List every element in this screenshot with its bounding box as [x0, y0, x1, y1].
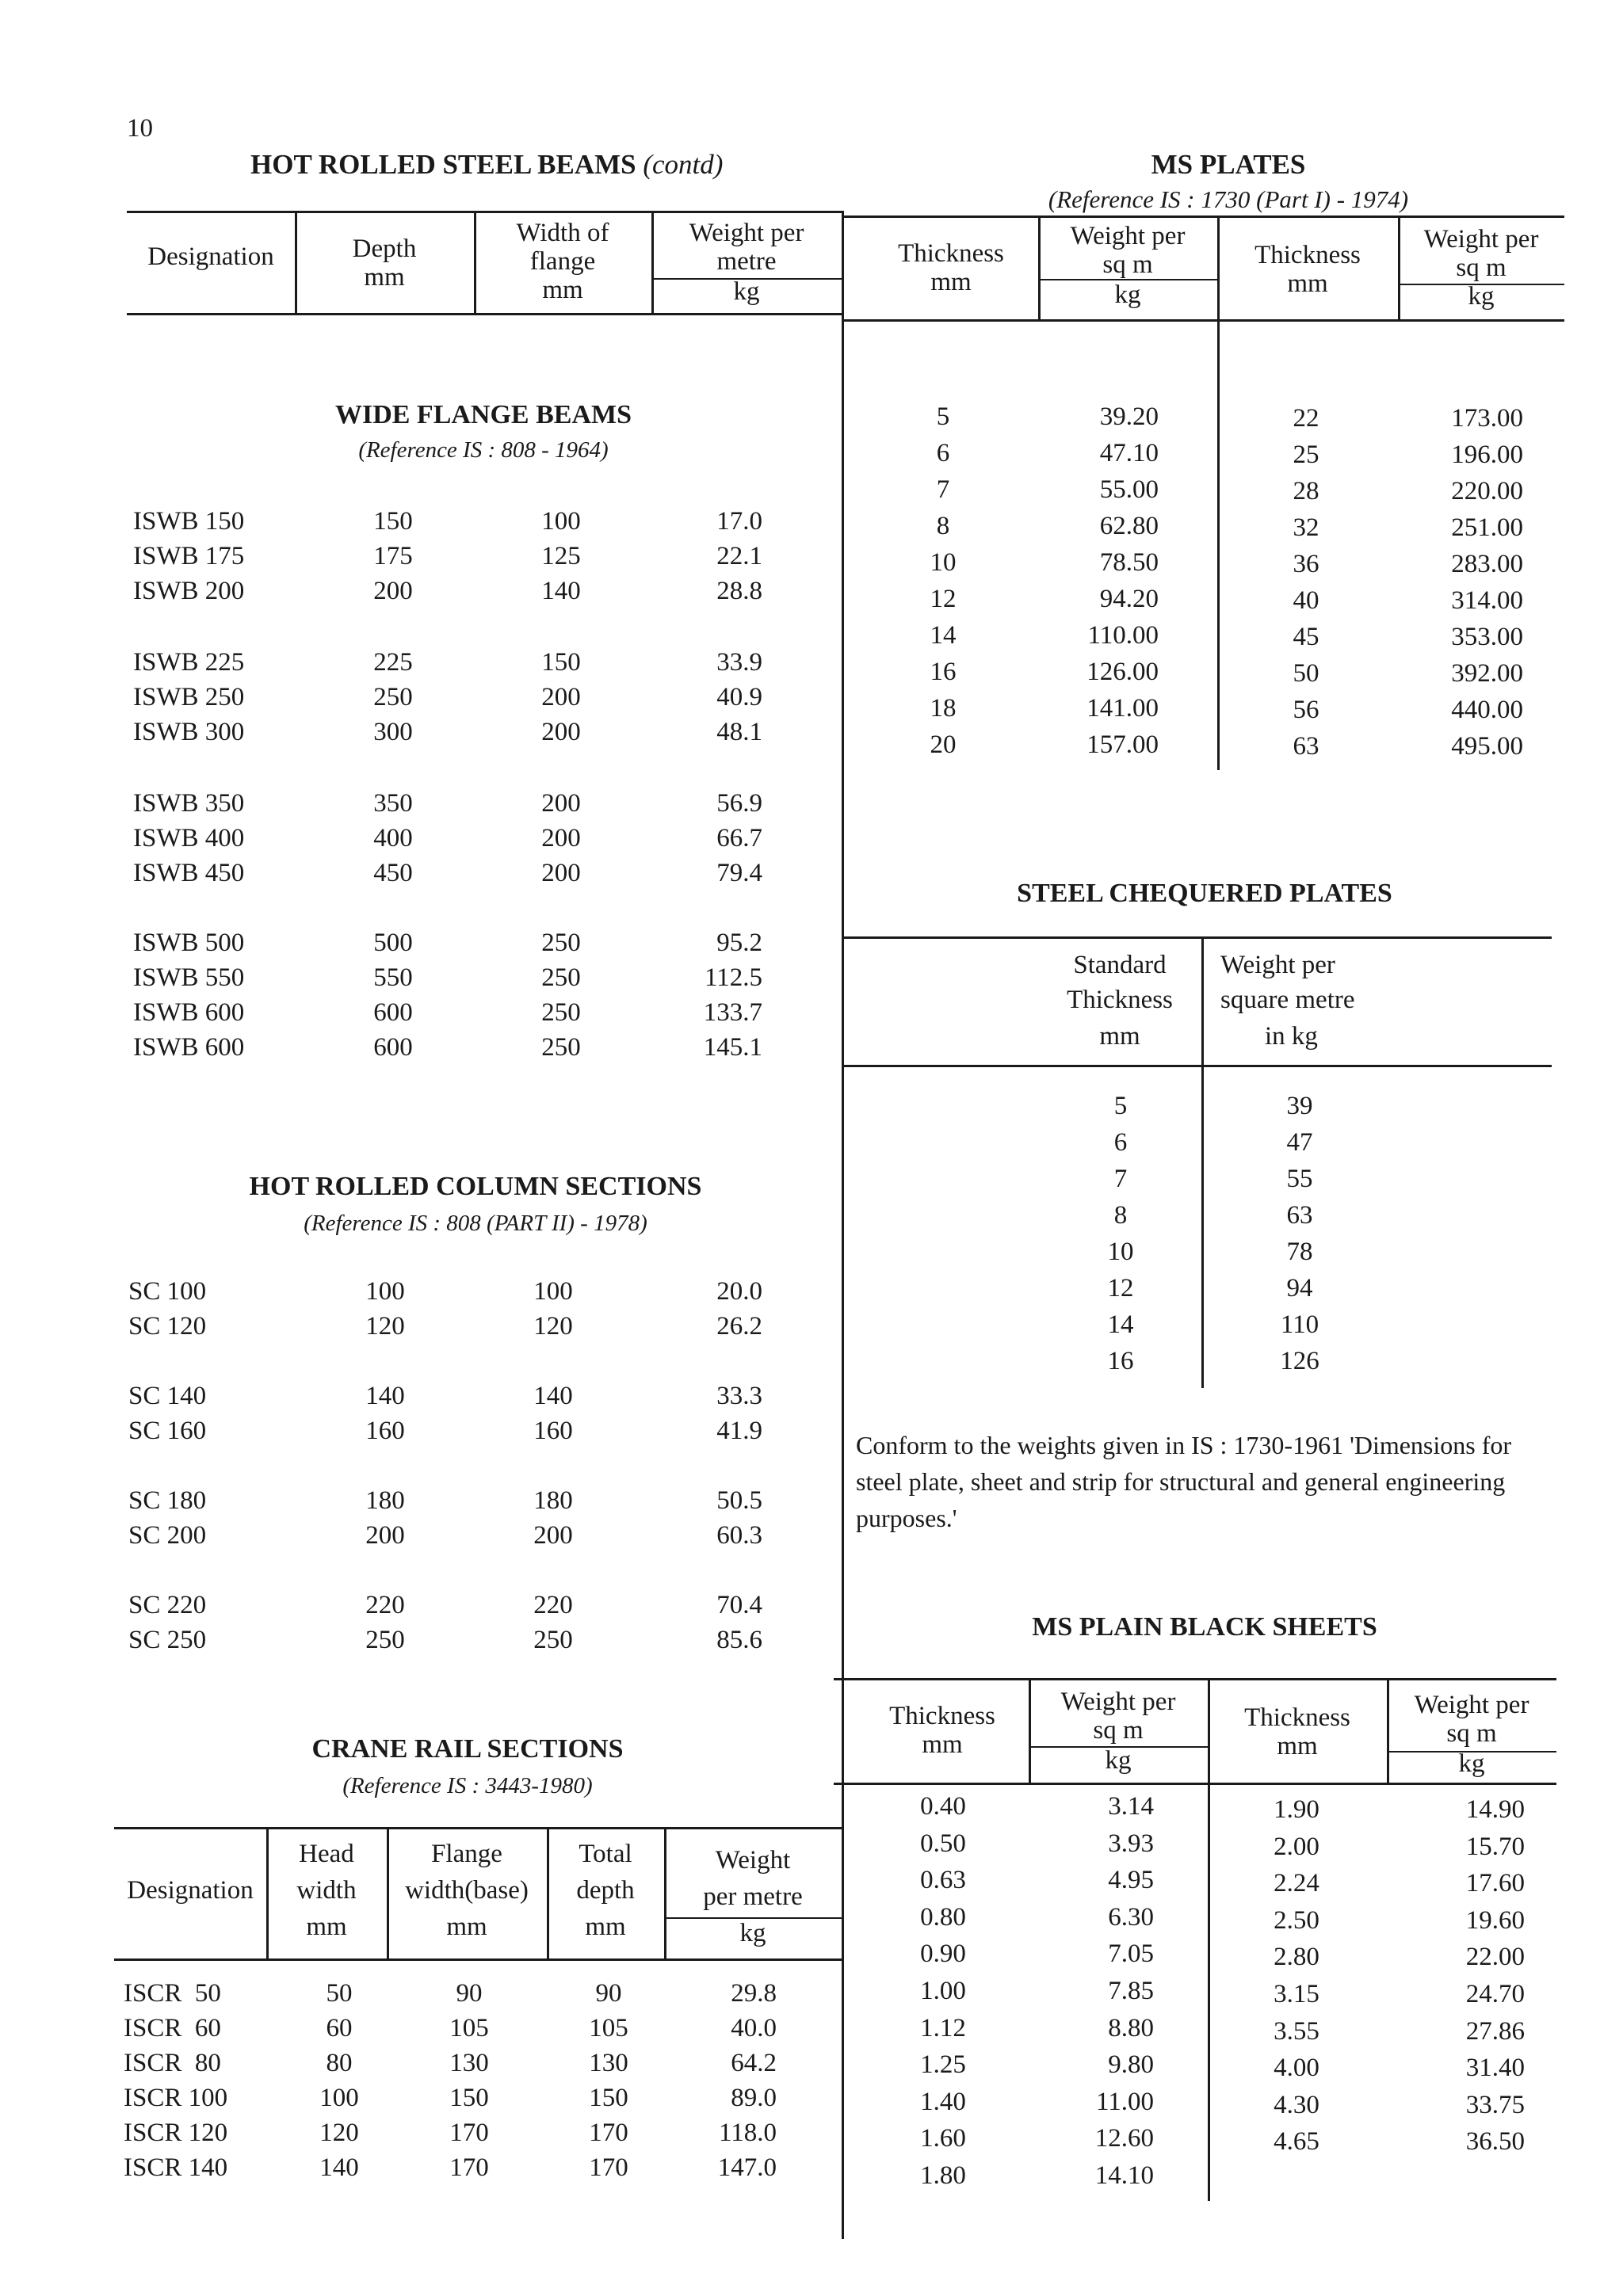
crane-header-head-unit: mm — [306, 1913, 347, 1941]
column-width: 100 — [533, 1277, 573, 1306]
black-sheet-thickness: 0.50 — [920, 1829, 966, 1858]
crane-flange-width: 170 — [449, 2119, 489, 2147]
column-depth: 100 — [365, 1277, 405, 1306]
black-sheet-thickness: 2.24 — [1274, 1869, 1319, 1897]
ms-plate-thickness: 36 — [1293, 550, 1319, 578]
chequered-header-std-l2: Thickness — [1067, 986, 1173, 1014]
black-sheet-weight: 3.14 — [1108, 1792, 1154, 1821]
black-sheet-thickness: 1.40 — [920, 2088, 966, 2116]
ms-plate-weight: 251.00 — [1451, 513, 1523, 542]
ms-plate-weight: 78.50 — [1099, 548, 1159, 577]
ms-plate-thickness: 5 — [936, 402, 950, 431]
black-sheet-weight: 17.60 — [1465, 1869, 1525, 1897]
beams-header-depth-unit: mm — [364, 263, 405, 292]
crane-weight: 40.0 — [731, 2014, 777, 2042]
ms-plate-thickness: 56 — [1293, 696, 1319, 724]
wide-flange-depth: 225 — [373, 648, 413, 677]
crane-total-depth: 105 — [589, 2014, 628, 2042]
black-sheet-thickness: 1.00 — [920, 1977, 966, 2005]
ms-plates-title: MS PLATES — [1151, 149, 1306, 180]
chequered-header-top-rule — [842, 936, 1552, 939]
chequered-header-wt-l1: Weight per — [1220, 951, 1335, 979]
column-weight: 50.5 — [716, 1486, 762, 1515]
crane-header-weight-l1: Weight — [715, 1846, 791, 1875]
wide-flange-width: 125 — [541, 542, 581, 570]
beams-header-bottom-rule — [127, 313, 844, 315]
black-sheets-header-thickness-unit-2: mm — [1277, 1732, 1318, 1760]
ms-plate-weight: 440.00 — [1451, 696, 1523, 724]
column-depth: 120 — [365, 1312, 405, 1341]
column-weight: 20.0 — [716, 1277, 762, 1306]
chequered-weight: 55 — [1286, 1165, 1313, 1193]
black-sheet-thickness: 2.80 — [1274, 1943, 1319, 1971]
wide-flange-weight: 133.7 — [703, 998, 762, 1027]
ms-plate-thickness: 16 — [930, 658, 957, 686]
crane-header-weight-unit: kg — [739, 1919, 766, 1947]
wide-flange-reference: (Reference IS : 808 - 1964) — [358, 437, 609, 463]
beams-header-top-rule — [127, 211, 844, 213]
crane-head-width: 100 — [319, 2084, 359, 2112]
ms-plates-header-thickness-unit-1: mm — [930, 268, 972, 296]
column-width: 140 — [533, 1382, 573, 1410]
column-width: 120 — [533, 1312, 573, 1341]
chequered-note-line-3: purposes.' — [856, 1504, 957, 1532]
chequered-weight: 94 — [1286, 1274, 1313, 1302]
black-sheet-thickness: 1.60 — [920, 2124, 966, 2153]
chequered-weight: 126 — [1280, 1347, 1319, 1375]
crane-header-total-l1: Total — [579, 1840, 632, 1868]
ms-plates-header-weight-l1-1: Weight per — [1070, 222, 1186, 250]
wide-flange-width: 250 — [541, 963, 581, 992]
ms-plate-weight: 47.10 — [1099, 439, 1159, 467]
black-sheet-thickness: 1.90 — [1274, 1795, 1319, 1824]
crane-designation: ISCR 140 — [124, 2153, 228, 2182]
wide-flange-designation: ISWB 400 — [133, 824, 245, 852]
ms-plate-thickness: 6 — [936, 439, 950, 467]
page-center-divider — [842, 211, 844, 2239]
ms-plate-thickness: 63 — [1293, 732, 1319, 761]
black-sheet-thickness: 1.25 — [920, 2050, 966, 2079]
ms-plates-header-weight-unit-1: kg — [1114, 280, 1141, 309]
wide-flange-width: 250 — [541, 1033, 581, 1062]
wide-flange-depth: 250 — [373, 683, 413, 711]
crane-total-depth: 130 — [589, 2049, 628, 2077]
ms-plate-thickness: 40 — [1293, 586, 1319, 615]
black-sheets-header-thickness-unit-1: mm — [922, 1730, 963, 1759]
beams-header-weight-unit: kg — [733, 277, 760, 306]
chequered-title: STEEL CHEQUERED PLATES — [1017, 879, 1392, 908]
beams-title-text: HOT ROLLED STEEL BEAMS — [250, 149, 636, 180]
beams-header-designation: Designation — [147, 242, 274, 271]
chequered-header-std-unit: mm — [1099, 1022, 1140, 1051]
black-sheet-thickness: 0.63 — [920, 1866, 966, 1894]
beams-title-suffix: (contd) — [643, 149, 724, 180]
black-sheet-weight: 9.80 — [1108, 2050, 1154, 2079]
beams-header-depth: Depth — [352, 235, 417, 263]
column-depth: 180 — [365, 1486, 405, 1515]
wide-flange-designation: ISWB 550 — [133, 963, 245, 992]
column-weight: 41.9 — [716, 1417, 762, 1445]
black-sheet-thickness: 4.00 — [1274, 2054, 1319, 2082]
chequered-divider — [1201, 936, 1204, 1388]
ms-plate-weight: 196.00 — [1451, 441, 1523, 469]
black-sheet-weight: 12.60 — [1094, 2124, 1154, 2153]
black-sheet-thickness: 2.00 — [1274, 1833, 1319, 1861]
ms-plates-header-top-rule — [842, 215, 1564, 218]
wide-flange-designation: ISWB 300 — [133, 718, 245, 746]
black-sheets-header-top-rule — [834, 1678, 1556, 1680]
ms-plate-thickness: 10 — [930, 548, 957, 577]
column-width: 200 — [533, 1521, 573, 1550]
ms-plates-reference: (Reference IS : 1730 (Part I) - 1974) — [1048, 185, 1409, 213]
ms-plate-weight: 392.00 — [1451, 659, 1523, 688]
column-width: 220 — [533, 1591, 573, 1619]
column-depth: 160 — [365, 1417, 405, 1445]
chequered-thickness: 7 — [1113, 1165, 1128, 1193]
wide-flange-depth: 600 — [373, 1033, 413, 1062]
ms-plate-weight: 62.80 — [1099, 512, 1159, 540]
wide-flange-depth: 600 — [373, 998, 413, 1027]
black-sheet-thickness: 0.90 — [920, 1939, 966, 1968]
chequered-thickness: 8 — [1113, 1201, 1128, 1230]
ms-plate-thickness: 45 — [1293, 623, 1319, 651]
black-sheet-weight: 31.40 — [1465, 2054, 1525, 2082]
ms-plates-header-weight-unit-2: kg — [1468, 282, 1495, 311]
black-sheet-weight: 14.10 — [1094, 2161, 1154, 2190]
crane-flange-width: 170 — [449, 2153, 489, 2182]
ms-plate-weight: 495.00 — [1451, 732, 1523, 761]
ms-plate-weight: 141.00 — [1086, 694, 1159, 723]
crane-header-flange-unit: mm — [446, 1913, 487, 1941]
wide-flange-width: 200 — [541, 789, 581, 818]
crane-total-depth: 170 — [589, 2153, 628, 2182]
chequered-weight: 47 — [1286, 1128, 1313, 1157]
ms-plate-thickness: 14 — [930, 621, 957, 650]
ms-plate-thickness: 8 — [936, 512, 950, 540]
wide-flange-designation: ISWB 350 — [133, 789, 245, 818]
wide-flange-designation: ISWB 225 — [133, 648, 245, 677]
crane-weight: 147.0 — [717, 2153, 777, 2182]
chequered-thickness: 10 — [1107, 1238, 1134, 1266]
ms-plates-header-thickness-1: Thickness — [898, 239, 1004, 268]
wide-flange-depth: 500 — [373, 929, 413, 957]
crane-head-width: 120 — [319, 2119, 359, 2147]
ms-plate-weight: 39.20 — [1099, 402, 1159, 431]
column-depth: 220 — [365, 1591, 405, 1619]
column-designation: SC 200 — [128, 1521, 207, 1550]
black-sheet-thickness: 0.40 — [920, 1792, 966, 1821]
ms-plate-thickness: 12 — [930, 585, 957, 613]
wide-flange-weight: 33.9 — [716, 648, 762, 677]
column-designation: SC 250 — [128, 1626, 207, 1654]
crane-weight: 118.0 — [718, 2119, 777, 2147]
black-sheet-weight: 22.00 — [1465, 1943, 1525, 1971]
column-designation: SC 120 — [128, 1312, 207, 1341]
black-sheets-header-bottom-rule — [834, 1783, 1556, 1785]
black-sheets-header-thickness-2: Thickness — [1244, 1703, 1350, 1732]
crane-header-bottom-rule — [114, 1958, 842, 1961]
ms-plates-header-thickness-unit-2: mm — [1287, 269, 1328, 298]
column-weight: 26.2 — [716, 1312, 762, 1341]
ms-plates-header-weight-l1-2: Weight per — [1423, 225, 1539, 254]
ms-plate-thickness: 20 — [930, 730, 957, 759]
black-sheets-header-weight-l1-1: Weight per — [1060, 1688, 1176, 1716]
wide-flange-weight: 112.5 — [704, 963, 762, 992]
chequered-weight: 110 — [1280, 1310, 1319, 1339]
wide-flange-weight: 95.2 — [716, 929, 762, 957]
column-depth: 200 — [365, 1521, 405, 1550]
wide-flange-weight: 17.0 — [716, 507, 762, 536]
beams-title — [250, 151, 723, 179]
black-sheet-thickness: 3.55 — [1274, 2017, 1319, 2046]
wide-flange-designation: ISWB 150 — [133, 507, 245, 536]
beams-header-weight-l1: Weight per — [689, 219, 804, 247]
wide-flange-designation: ISWB 250 — [133, 683, 245, 711]
column-designation: SC 220 — [128, 1591, 207, 1619]
crane-designation: ISCR 60 — [124, 2014, 221, 2042]
column-weight: 33.3 — [716, 1382, 762, 1410]
crane-head-width: 140 — [319, 2153, 359, 2182]
wide-flange-width: 200 — [541, 859, 581, 887]
black-sheet-weight: 7.05 — [1108, 1939, 1154, 1968]
wide-flange-weight: 40.9 — [716, 683, 762, 711]
black-sheet-thickness: 3.15 — [1274, 1980, 1319, 2008]
wide-flange-depth: 450 — [373, 859, 413, 887]
crane-header-designation: Designation — [127, 1876, 254, 1905]
black-sheets-header-thickness-1: Thickness — [889, 1702, 995, 1730]
wide-flange-weight: 22.1 — [716, 542, 762, 570]
wide-flange-depth: 200 — [373, 577, 413, 605]
black-sheet-thickness: 1.12 — [920, 2014, 966, 2042]
black-sheet-weight: 11.00 — [1095, 2088, 1154, 2116]
wide-flange-designation: ISWB 600 — [133, 1033, 245, 1062]
black-sheet-thickness: 4.65 — [1274, 2127, 1319, 2156]
ms-plate-thickness: 28 — [1293, 477, 1319, 505]
ms-plates-header-weight-l2-2: sq m — [1456, 254, 1507, 282]
ms-plate-thickness: 32 — [1293, 513, 1319, 542]
crane-header-head-l2: width — [296, 1876, 357, 1905]
ms-plate-thickness: 50 — [1293, 659, 1319, 688]
ms-plate-weight: 126.00 — [1086, 658, 1159, 686]
black-sheet-thickness: 4.30 — [1274, 2091, 1319, 2119]
ms-plates-header-bottom-rule — [842, 319, 1564, 322]
ms-plate-weight: 353.00 — [1451, 623, 1523, 651]
crane-designation: ISCR 100 — [124, 2084, 228, 2112]
chequered-weight: 39 — [1286, 1092, 1313, 1120]
wide-flange-weight: 28.8 — [716, 577, 762, 605]
crane-designation: ISCR 50 — [124, 1979, 221, 2008]
wide-flange-weight: 66.7 — [716, 824, 762, 852]
chequered-thickness: 12 — [1107, 1274, 1134, 1302]
crane-flange-width: 105 — [449, 2014, 489, 2042]
column-depth: 140 — [365, 1382, 405, 1410]
ms-plate-thickness: 25 — [1293, 441, 1319, 469]
chequered-header-std-l1: Standard — [1073, 951, 1167, 979]
crane-designation: ISCR 80 — [124, 2049, 221, 2077]
ms-plate-weight: 55.00 — [1099, 475, 1159, 504]
black-sheets-title: MS PLAIN BLACK SHEETS — [1032, 1612, 1377, 1642]
ms-plate-weight: 157.00 — [1086, 730, 1159, 759]
chequered-header-wt-unit: in kg — [1265, 1022, 1318, 1051]
black-sheet-weight: 24.70 — [1465, 1980, 1525, 2008]
wide-flange-weight: 79.4 — [716, 859, 762, 887]
wide-flange-weight: 48.1 — [716, 718, 762, 746]
wide-flange-designation: ISWB 200 — [133, 577, 245, 605]
wide-flange-width: 150 — [541, 648, 581, 677]
wide-flange-width: 250 — [541, 929, 581, 957]
wide-flange-width: 200 — [541, 718, 581, 746]
ms-plate-thickness: 18 — [930, 694, 957, 723]
crane-header-weight-l2: per metre — [703, 1882, 803, 1911]
beams-header-weight-l2: metre — [716, 247, 777, 276]
crane-head-width: 50 — [326, 1979, 353, 2008]
black-sheet-weight: 36.50 — [1465, 2127, 1525, 2156]
chequered-header-wt-l2: square metre — [1220, 986, 1355, 1014]
chequered-header-bottom-rule — [842, 1065, 1552, 1067]
ms-plate-weight: 314.00 — [1451, 586, 1523, 615]
column-weight: 60.3 — [716, 1521, 762, 1550]
black-sheet-weight: 4.95 — [1108, 1866, 1154, 1894]
chequered-thickness: 14 — [1107, 1310, 1134, 1339]
columns-title: HOT ROLLED COLUMN SECTIONS — [249, 1172, 702, 1201]
column-weight: 70.4 — [716, 1591, 762, 1619]
crane-header-head-l1: Head — [299, 1840, 354, 1868]
wide-flange-designation: ISWB 175 — [133, 542, 245, 570]
wide-flange-weight: 56.9 — [716, 789, 762, 818]
crane-header-top-rule — [114, 1827, 842, 1829]
column-width: 160 — [533, 1417, 573, 1445]
column-designation: SC 100 — [128, 1277, 207, 1306]
black-sheet-weight: 19.60 — [1465, 1906, 1525, 1935]
ms-plate-weight: 94.20 — [1099, 585, 1159, 613]
ms-plates-header-thickness-2: Thickness — [1254, 241, 1361, 269]
wide-flange-depth: 150 — [373, 507, 413, 536]
ms-plate-weight: 173.00 — [1451, 404, 1523, 433]
chequered-thickness: 5 — [1113, 1092, 1128, 1120]
wide-flange-depth: 300 — [373, 718, 413, 746]
columns-reference: (Reference IS : 808 (PART II) - 1978) — [304, 1211, 647, 1236]
column-designation: SC 180 — [128, 1486, 207, 1515]
crane-flange-width: 150 — [449, 2084, 489, 2112]
black-sheet-weight: 15.70 — [1465, 1833, 1525, 1861]
beams-header-width-l2: flange — [529, 247, 596, 276]
wide-flange-width: 200 — [541, 683, 581, 711]
wide-flange-width: 200 — [541, 824, 581, 852]
crane-flange-width: 130 — [449, 2049, 489, 2077]
chequered-thickness: 16 — [1107, 1347, 1134, 1375]
column-width: 180 — [533, 1486, 573, 1515]
ms-plate-weight: 110.00 — [1087, 621, 1159, 650]
black-sheet-weight: 8.80 — [1108, 2014, 1154, 2042]
crane-weight: 64.2 — [731, 2049, 777, 2077]
black-sheet-weight: 6.30 — [1108, 1903, 1154, 1932]
wide-flange-depth: 175 — [373, 542, 413, 570]
wide-flange-title: WIDE FLANGE BEAMS — [334, 400, 632, 429]
crane-title: CRANE RAIL SECTIONS — [311, 1734, 624, 1764]
wide-flange-width: 140 — [541, 577, 581, 605]
black-sheets-header-weight-l2-2: sq m — [1446, 1719, 1497, 1748]
crane-header-flange-l1: Flange — [431, 1840, 502, 1868]
crane-header-total-unit: mm — [585, 1913, 626, 1941]
black-sheets-header-weight-l2-1: sq m — [1093, 1716, 1144, 1745]
wide-flange-designation: ISWB 600 — [133, 998, 245, 1027]
black-sheet-thickness: 0.80 — [920, 1903, 966, 1932]
black-sheet-weight: 33.75 — [1465, 2091, 1525, 2119]
crane-header-total-l2: depth — [576, 1876, 635, 1905]
wide-flange-width: 250 — [541, 998, 581, 1027]
black-sheet-weight: 27.86 — [1465, 2017, 1525, 2046]
column-depth: 250 — [365, 1626, 405, 1654]
crane-head-width: 80 — [326, 2049, 353, 2077]
wide-flange-depth: 350 — [373, 789, 413, 818]
chequered-weight: 78 — [1286, 1238, 1313, 1266]
black-sheet-thickness: 2.50 — [1274, 1906, 1319, 1935]
ms-plate-thickness: 7 — [936, 475, 950, 504]
crane-weight: 89.0 — [731, 2084, 777, 2112]
wide-flange-width: 100 — [541, 507, 581, 536]
crane-header-flange-l2: width(base) — [405, 1876, 529, 1905]
wide-flange-weight: 145.1 — [703, 1033, 762, 1062]
wide-flange-depth: 400 — [373, 824, 413, 852]
black-sheet-thickness: 1.80 — [920, 2161, 966, 2190]
column-designation: SC 140 — [128, 1382, 207, 1410]
crane-total-depth: 150 — [589, 2084, 628, 2112]
column-weight: 85.6 — [716, 1626, 762, 1654]
chequered-note-line-1: Conform to the weights given in IS : 1730-1961 'Dimensions for — [856, 1431, 1512, 1459]
beams-header-width-l1: Width of — [516, 219, 609, 247]
black-sheets-header-weight-unit-1: kg — [1105, 1746, 1132, 1775]
crane-total-depth: 90 — [595, 1979, 622, 2008]
crane-head-width: 60 — [326, 2014, 353, 2042]
black-sheets-header-weight-l1-2: Weight per — [1414, 1691, 1529, 1719]
crane-total-depth: 170 — [589, 2119, 628, 2147]
chequered-weight: 63 — [1286, 1201, 1313, 1230]
ms-plate-weight: 283.00 — [1451, 550, 1523, 578]
page-number: 10 — [127, 114, 153, 143]
ms-plates-header-weight-l2-1: sq m — [1102, 250, 1153, 279]
chequered-thickness: 6 — [1113, 1128, 1128, 1157]
black-sheet-weight: 3.93 — [1108, 1829, 1154, 1858]
chequered-note-line-2: steel plate, sheet and strip for structural and general engineering — [856, 1467, 1506, 1496]
crane-flange-width: 90 — [456, 1979, 483, 2008]
black-sheets-header-weight-unit-2: kg — [1458, 1749, 1485, 1778]
column-designation: SC 160 — [128, 1417, 207, 1445]
beams-header-width-unit: mm — [542, 276, 583, 304]
crane-weight: 29.8 — [731, 1979, 777, 2008]
ms-plates-divider-2 — [1217, 215, 1220, 770]
wide-flange-depth: 550 — [373, 963, 413, 992]
crane-reference: (Reference IS : 3443-1980) — [342, 1773, 593, 1798]
ms-plate-weight: 220.00 — [1451, 477, 1523, 505]
black-sheet-weight: 7.85 — [1108, 1977, 1154, 2005]
black-sheet-weight: 14.90 — [1465, 1795, 1525, 1824]
wide-flange-designation: ISWB 500 — [133, 929, 245, 957]
crane-designation: ISCR 120 — [124, 2119, 228, 2147]
ms-plate-thickness: 22 — [1293, 404, 1319, 433]
column-width: 250 — [533, 1626, 573, 1654]
wide-flange-designation: ISWB 450 — [133, 859, 245, 887]
